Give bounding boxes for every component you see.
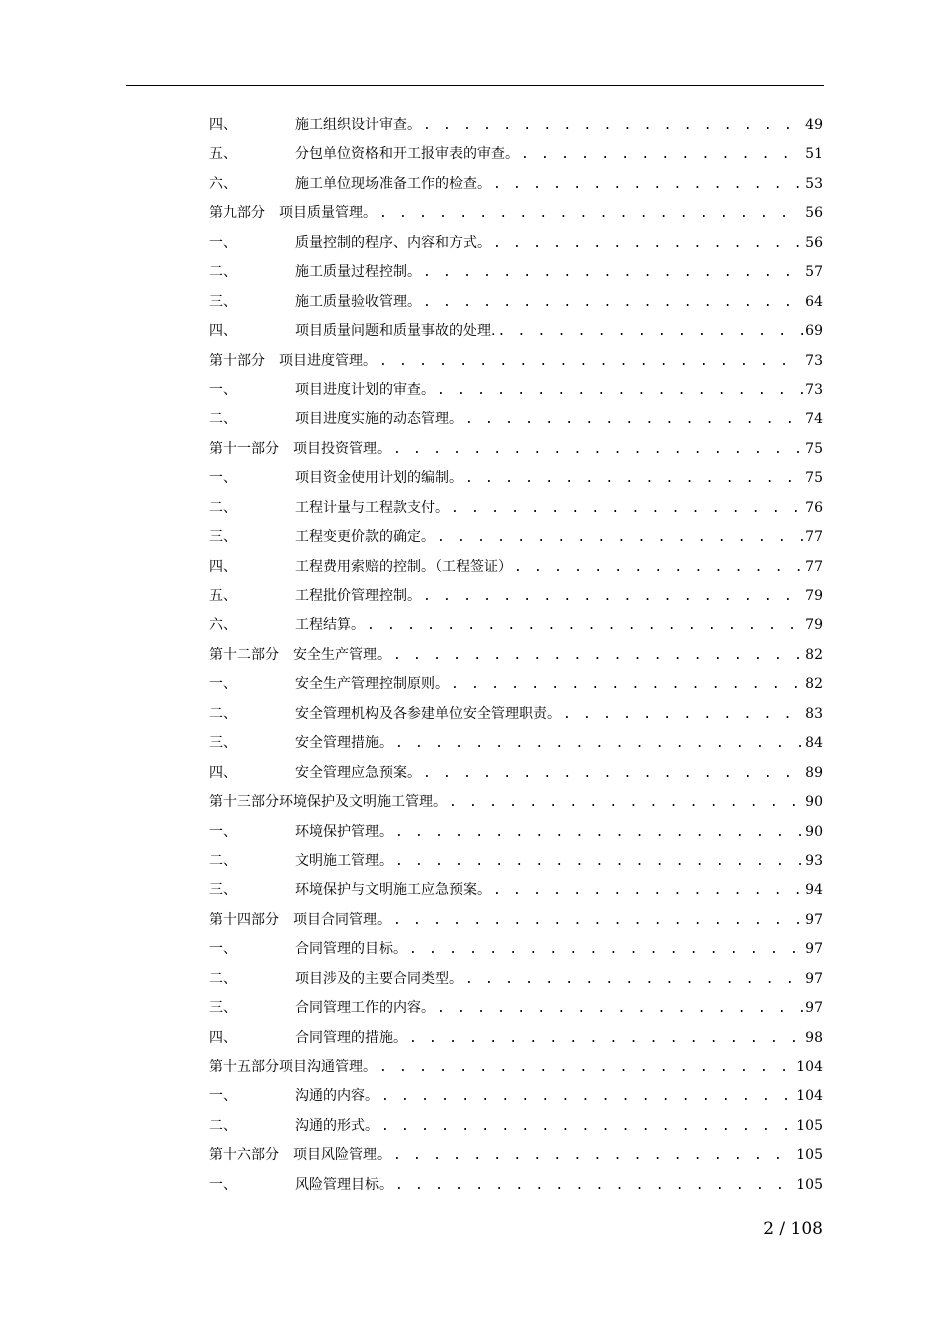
toc-entry-title: 安全管理应急预案。 <box>295 764 421 781</box>
toc-entry[interactable] <box>209 759 823 788</box>
toc-entry-page: 90 <box>805 823 823 840</box>
toc-entry[interactable] <box>209 170 823 199</box>
toc-entry-page: 53 <box>805 175 823 192</box>
toc-dot-leader <box>465 965 803 994</box>
toc-entry-page: 97 <box>805 941 823 958</box>
toc-entry-page: 56 <box>805 234 823 251</box>
toc-entry-title: 风险管理目标。 <box>295 1176 393 1193</box>
toc-entry-title: 环境保护与文明施工应急预案。 <box>295 882 491 899</box>
toc-entry-page: 104 <box>796 1059 823 1075</box>
toc-entry[interactable] <box>209 1053 823 1082</box>
toc-entry-title: 项目投资管理。 <box>293 440 391 457</box>
toc-entry-number: 一、 <box>209 234 237 251</box>
toc-dot-leader <box>393 1141 794 1170</box>
toc-entry[interactable] <box>209 553 823 582</box>
toc-dot-leader <box>437 994 803 1023</box>
toc-entry-page: 89 <box>805 764 823 781</box>
toc-dot-leader <box>393 641 803 670</box>
toc-entry-page: 93 <box>805 852 823 869</box>
toc-entry-page: 82 <box>805 646 823 663</box>
toc-entry[interactable] <box>209 935 823 964</box>
toc-entry[interactable] <box>209 199 823 228</box>
toc-entry[interactable] <box>209 376 823 405</box>
toc-entry-number: 二、 <box>209 411 237 428</box>
toc-entry[interactable] <box>209 494 823 523</box>
toc-entry-page: 90 <box>805 794 823 811</box>
toc-entry-page: 69 <box>805 323 823 340</box>
toc-dot-leader <box>493 229 803 258</box>
toc-dot-leader <box>395 729 803 758</box>
toc-dot-leader <box>395 847 803 876</box>
toc-entry[interactable] <box>209 582 823 611</box>
toc-entry-page: 74 <box>805 411 823 428</box>
toc-entry-page: 105 <box>796 1176 823 1193</box>
toc-entry[interactable] <box>209 641 823 670</box>
toc-entry-title: 安全管理措施。 <box>295 735 393 752</box>
toc-entry-title: 工程计量与工程款支付。 <box>295 499 449 516</box>
toc-entry[interactable] <box>209 1171 823 1200</box>
toc-dot-leader <box>409 935 803 964</box>
toc-entry-page: 105 <box>796 1147 823 1164</box>
toc-entry-number: 二、 <box>209 970 237 987</box>
toc-entry[interactable] <box>209 847 823 876</box>
toc-entry[interactable] <box>209 1024 823 1053</box>
toc-entry-title: 项目合同管理。 <box>293 911 391 928</box>
toc-entry[interactable] <box>209 788 823 817</box>
toc-entry-number: 三、 <box>209 882 237 899</box>
toc-entry-title: 项目质量管理。 <box>279 205 377 222</box>
toc-entry-page: 73 <box>805 352 823 369</box>
toc-entry-page: 75 <box>805 440 823 457</box>
toc-entry[interactable] <box>209 229 823 258</box>
toc-entry-title: 沟通的形式。 <box>295 1117 379 1134</box>
toc-entry-title: 合同管理的目标。 <box>295 941 407 958</box>
toc-entry-number: 二、 <box>209 705 237 722</box>
table-of-contents <box>209 111 823 1200</box>
toc-entry-title: 项目资金使用计划的编制。 <box>295 470 463 487</box>
toc-entry[interactable] <box>209 523 823 552</box>
toc-entry-page: 76 <box>805 499 823 516</box>
toc-dot-leader <box>423 582 803 611</box>
toc-dot-leader <box>514 553 803 582</box>
toc-entry-title: 项目进度管理。 <box>279 352 377 369</box>
toc-entry-number: 六、 <box>209 175 237 192</box>
toc-dot-leader <box>423 111 803 140</box>
toc-dot-leader <box>493 170 803 199</box>
toc-entry[interactable] <box>209 317 823 346</box>
toc-entry[interactable] <box>209 994 823 1023</box>
toc-entry-number: 三、 <box>209 735 237 752</box>
toc-entry-page: 83 <box>805 705 823 722</box>
toc-entry-title: 项目进度计划的审查。 <box>295 381 435 398</box>
toc-entry-page: 56 <box>805 205 823 222</box>
toc-entry-number: 四、 <box>209 1029 237 1046</box>
toc-entry-title: 合同管理的措施。 <box>295 1029 407 1046</box>
toc-entry-number: 三、 <box>209 529 237 546</box>
toc-dot-leader <box>521 140 803 169</box>
toc-entry-number: 二、 <box>209 852 237 869</box>
toc-entry-title: 项目涉及的主要合同类型。 <box>295 970 463 987</box>
toc-entry[interactable] <box>209 729 823 758</box>
toc-entry-number: 五、 <box>209 588 237 604</box>
toc-entry[interactable] <box>209 140 823 169</box>
toc-dot-leader <box>451 494 803 523</box>
toc-dot-leader <box>497 317 803 346</box>
toc-dot-leader <box>437 523 803 552</box>
toc-entry-number: 四、 <box>209 558 237 575</box>
toc-entry-number: 一、 <box>209 1176 237 1193</box>
toc-entry-title: 施工质量验收管理。 <box>295 293 421 310</box>
toc-entry-number: 一、 <box>209 470 237 487</box>
toc-entry-title: 环境保护管理。 <box>295 823 393 840</box>
toc-entry-page: 105 <box>796 1117 823 1134</box>
toc-entry-title: 文明施工管理。 <box>295 852 393 869</box>
toc-entry-number: 五、 <box>209 146 237 163</box>
toc-entry-number: 第十三部分 <box>209 794 279 811</box>
toc-entry-number: 二、 <box>209 1117 237 1134</box>
toc-entry[interactable] <box>209 1082 823 1111</box>
toc-entry-title: 工程费用索赔的控制。（工程签证） <box>295 558 512 575</box>
toc-entry-page: 51 <box>805 146 823 163</box>
toc-entry-number: 四、 <box>209 764 237 781</box>
toc-entry-page: 75 <box>805 470 823 487</box>
toc-entry[interactable] <box>209 965 823 994</box>
toc-entry-page: 97 <box>805 970 823 987</box>
toc-entry-number: 四、 <box>209 117 237 133</box>
toc-entry-page: 77 <box>805 529 823 546</box>
toc-entry[interactable] <box>209 611 823 640</box>
toc-dot-leader <box>379 199 803 228</box>
toc-entry-page: 64 <box>805 293 823 310</box>
toc-dot-leader <box>563 700 803 729</box>
toc-entry-number: 第十四部分 <box>209 911 279 928</box>
toc-entry-title: 沟通的内容。 <box>295 1088 379 1105</box>
toc-entry-title: 工程批价管理控制。 <box>295 588 421 604</box>
toc-entry-page: 49 <box>805 117 823 133</box>
toc-entry-number: 四、 <box>209 323 237 340</box>
toc-entry-number: 六、 <box>209 617 237 634</box>
toc-entry-title: 施工组织设计审查。 <box>295 117 421 133</box>
toc-dot-leader <box>381 1112 794 1141</box>
toc-entry-number: 一、 <box>209 941 237 958</box>
toc-entry-title: 施工单位现场准备工作的检查。 <box>295 175 491 192</box>
toc-entry-page: 84 <box>805 735 823 752</box>
toc-entry-number: 第十一部分 <box>209 440 279 457</box>
toc-entry-title: 合同管理工作的内容。 <box>295 1000 435 1017</box>
toc-entry[interactable] <box>209 876 823 905</box>
toc-entry-number: 一、 <box>209 1088 237 1105</box>
toc-entry[interactable] <box>209 258 823 287</box>
toc-entry-page: 57 <box>805 264 823 281</box>
toc-entry-title: 分包单位资格和开工报审表的审查。 <box>295 146 519 163</box>
toc-entry-page: 73 <box>805 381 823 398</box>
toc-entry-number: 第十五部分 <box>209 1059 279 1075</box>
header-rule <box>126 85 824 86</box>
toc-dot-leader <box>379 347 803 376</box>
toc-entry[interactable] <box>209 1141 823 1170</box>
toc-dot-leader <box>367 611 803 640</box>
toc-entry-page: 104 <box>796 1088 823 1105</box>
toc-entry-title: 安全生产管理。 <box>293 646 391 663</box>
toc-entry-number: 第十部分 <box>209 352 265 369</box>
toc-entry-title: 安全生产管理控制原则。 <box>295 676 449 693</box>
toc-entry-title: 工程结算。 <box>295 617 365 634</box>
toc-dot-leader <box>409 1024 803 1053</box>
toc-entry-page: 97 <box>805 911 823 928</box>
toc-entry-page: 94 <box>805 882 823 899</box>
toc-entry[interactable] <box>209 288 823 317</box>
toc-entry-title: 安全管理机构及各参建单位安全管理职责。 <box>295 705 561 722</box>
toc-entry[interactable] <box>209 435 823 464</box>
toc-dot-leader <box>395 818 803 847</box>
toc-entry-title: 项目进度实施的动态管理。 <box>295 411 463 428</box>
toc-dot-leader <box>379 1053 794 1082</box>
toc-dot-leader <box>437 376 803 405</box>
toc-entry-title: 质量控制的程序、内容和方式。 <box>295 234 491 251</box>
toc-entry-number: 一、 <box>209 823 237 840</box>
toc-dot-leader <box>423 759 803 788</box>
toc-entry[interactable] <box>209 700 823 729</box>
page-number: 2 / 108 <box>763 1219 823 1239</box>
toc-dot-leader <box>493 876 803 905</box>
toc-dot-leader <box>423 258 803 287</box>
toc-entry-number: 二、 <box>209 264 237 281</box>
toc-entry-number: 第十二部分 <box>209 646 279 663</box>
toc-entry[interactable] <box>209 111 823 140</box>
toc-entry-page: 98 <box>805 1029 823 1046</box>
toc-entry-number: 三、 <box>209 293 237 310</box>
toc-dot-leader <box>423 288 803 317</box>
toc-entry-title: 项目风险管理。 <box>293 1147 391 1164</box>
toc-entry[interactable] <box>209 347 823 376</box>
toc-entry[interactable] <box>209 405 823 434</box>
toc-entry[interactable] <box>209 818 823 847</box>
toc-dot-leader <box>393 435 803 464</box>
toc-dot-leader <box>465 405 803 434</box>
toc-entry[interactable] <box>209 906 823 935</box>
toc-dot-leader <box>451 670 803 699</box>
toc-entry-number: 二、 <box>209 499 237 516</box>
toc-dot-leader <box>449 788 803 817</box>
toc-dot-leader <box>393 906 803 935</box>
toc-dot-leader <box>395 1171 794 1200</box>
toc-entry-page: 82 <box>805 676 823 693</box>
toc-entry[interactable] <box>209 1112 823 1141</box>
toc-dot-leader <box>465 464 803 493</box>
toc-entry-number: 一、 <box>209 381 237 398</box>
toc-entry-title: 项目沟通管理。 <box>279 1059 377 1075</box>
toc-entry-title: 工程变更价款的确定。 <box>295 529 435 546</box>
toc-entry-title: 施工质量过程控制。 <box>295 264 421 281</box>
toc-entry-number: 第九部分 <box>209 205 265 222</box>
toc-entry-number: 三、 <box>209 1000 237 1017</box>
toc-entry-page: 79 <box>805 617 823 634</box>
toc-entry-title: 环境保护及文明施工管理。 <box>279 794 447 811</box>
toc-entry-page: 77 <box>805 558 823 575</box>
toc-dot-leader <box>381 1082 794 1111</box>
toc-entry[interactable] <box>209 670 823 699</box>
toc-entry-title: 项目质量问题和质量事故的处理. <box>295 323 496 340</box>
toc-entry-number: 一、 <box>209 676 237 693</box>
toc-entry-page: 97 <box>805 1000 823 1017</box>
toc-entry[interactable] <box>209 464 823 493</box>
toc-entry-number: 第十六部分 <box>209 1147 279 1164</box>
toc-entry-page: 79 <box>805 588 823 604</box>
